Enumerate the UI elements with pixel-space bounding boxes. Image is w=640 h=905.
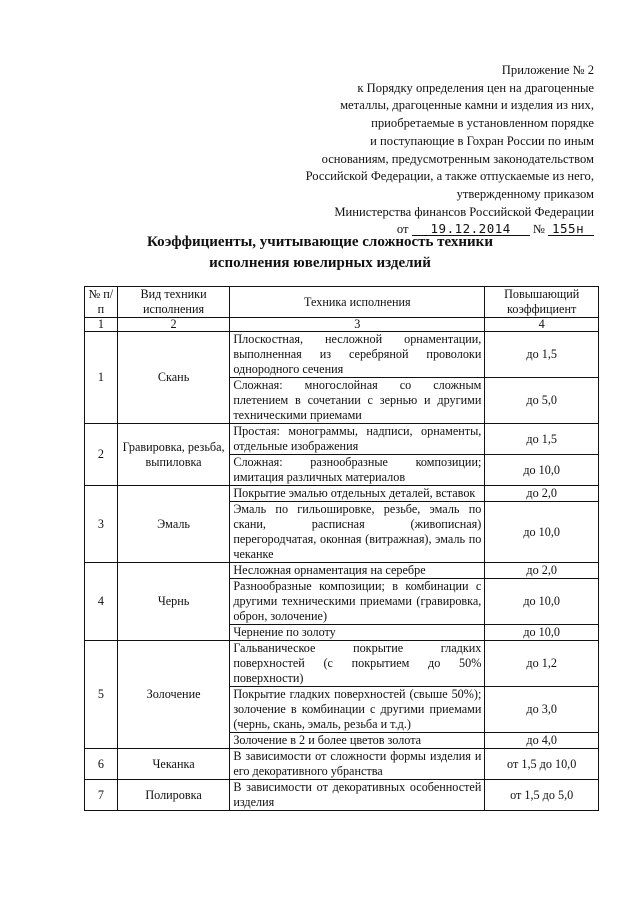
technique-kind: Эмаль bbox=[117, 486, 229, 563]
appendix-line: Министерства финансов Российской Федерации bbox=[334, 204, 594, 219]
column-index: 2 bbox=[117, 318, 229, 332]
technique-description: Покрытие гладких поверхностей (свыше 50%); золочение в комбинации с другими приемами (чернь, скань, эмаль, резьба и т.д.) bbox=[230, 687, 485, 733]
technique-description: Чернение по золоту bbox=[230, 625, 485, 641]
table-row bbox=[85, 780, 599, 811]
order-date: 19.12.2014 bbox=[412, 222, 530, 236]
coefficient-value: до 1,2 bbox=[485, 641, 599, 687]
header-num: № п/п bbox=[85, 287, 118, 318]
header-tech: Техника исполнения bbox=[230, 287, 485, 318]
row-number: 2 bbox=[85, 424, 118, 486]
column-index-row bbox=[85, 318, 599, 332]
date-prefix: от bbox=[396, 222, 409, 237]
coefficient-value: до 2,0 bbox=[485, 563, 599, 579]
appendix-line: к Порядку определения цен на драгоценные bbox=[357, 80, 594, 95]
technique-description: Несложная орнаментация на серебре bbox=[230, 563, 485, 579]
appendix-line: металлы, драгоценные камни и изделия из них, bbox=[340, 98, 594, 113]
row-number: 6 bbox=[85, 749, 118, 780]
technique-description: Эмаль по гильошировке, резьбе, эмаль по скани, расписная (живописная) перегородчатая, оконная (витражная), эмаль по чеканке bbox=[230, 502, 485, 563]
table-row bbox=[85, 486, 599, 502]
table-row bbox=[85, 424, 599, 455]
column-index: 3 bbox=[230, 318, 485, 332]
column-index: 1 bbox=[85, 318, 118, 332]
technique-description: Гальваническое покрытие гладких поверхностей (с покрытием до 50% поверхности) bbox=[230, 641, 485, 687]
coefficient-value: до 10,0 bbox=[485, 502, 599, 563]
appendix-line: и поступающие в Гохран России по иным bbox=[370, 133, 594, 148]
table-row bbox=[85, 749, 599, 780]
technique-description: В зависимости от декоративных особенностей изделия bbox=[230, 780, 485, 811]
technique-kind: Скань bbox=[117, 332, 229, 424]
number-prefix: № bbox=[532, 222, 545, 237]
coefficient-value: от 1,5 до 10,0 bbox=[485, 749, 599, 780]
header-coef: Повышающий коэффициент bbox=[485, 287, 599, 318]
table-header bbox=[85, 287, 599, 332]
technique-description: Покрытие эмалью отдельных деталей, вставок bbox=[230, 486, 485, 502]
document-title bbox=[0, 232, 640, 274]
coefficient-table bbox=[84, 286, 599, 811]
technique-description: Простая: монограммы, надписи, орнаменты, отдельные изображения bbox=[230, 424, 485, 455]
technique-description: Плоскостная, несложной орнаментации, выполненная из серебряной проволоки однородного сечения bbox=[230, 332, 485, 378]
technique-kind: Золочение bbox=[117, 641, 229, 749]
appendix-line: утвержденному приказом bbox=[456, 186, 594, 201]
coefficient-value: до 10,0 bbox=[485, 625, 599, 641]
technique-description: Сложная: многослойная со сложным плетением в сочетании с зернью и другими техническими приемами bbox=[230, 378, 485, 424]
table-row bbox=[85, 641, 599, 687]
coefficient-value: до 2,0 bbox=[485, 486, 599, 502]
row-number: 5 bbox=[85, 641, 118, 749]
technique-description: В зависимости от сложности формы изделия и его декоративного убранства bbox=[230, 749, 485, 780]
coefficient-value: до 10,0 bbox=[485, 579, 599, 625]
coefficient-value: до 3,0 bbox=[485, 687, 599, 733]
technique-description: Золочение в 2 и более цветов золота bbox=[230, 733, 485, 749]
technique-kind: Чеканка bbox=[117, 749, 229, 780]
order-number: 155н bbox=[548, 222, 594, 236]
technique-description: Разнообразные композиции; в комбинации с другими техническими приемами (гравировка, оброн, золочение) bbox=[230, 579, 485, 625]
table-row bbox=[85, 332, 599, 378]
table-body bbox=[85, 332, 599, 811]
appendix-line: Российской Федерации, а также отпускаемые из него, bbox=[305, 169, 594, 184]
technique-description: Сложная: разнообразные композиции; имитация различных материалов bbox=[230, 455, 485, 486]
coefficient-value: до 1,5 bbox=[485, 332, 599, 378]
coefficient-value: до 1,5 bbox=[485, 424, 599, 455]
appendix-block bbox=[264, 62, 594, 239]
coefficient-value: от 1,5 до 5,0 bbox=[485, 780, 599, 811]
row-number: 3 bbox=[85, 486, 118, 563]
header-row bbox=[85, 287, 599, 318]
appendix-line: приобретаемые в установленном порядке bbox=[371, 116, 594, 131]
column-index: 4 bbox=[485, 318, 599, 332]
table-row bbox=[85, 563, 599, 579]
appendix-line: Приложение № 2 bbox=[501, 63, 594, 77]
appendix-line: основаниям, предусмотренным законодательством bbox=[321, 151, 594, 166]
coefficient-value: до 10,0 bbox=[485, 455, 599, 486]
title-line-2: исполнения ювелирных изделий bbox=[209, 255, 431, 271]
title-line-1: Коэффициенты, учитывающие сложность техники bbox=[147, 234, 493, 250]
row-number: 1 bbox=[85, 332, 118, 424]
coefficient-value: до 4,0 bbox=[485, 733, 599, 749]
row-number: 7 bbox=[85, 780, 118, 811]
row-number: 4 bbox=[85, 563, 118, 641]
header-kind: Вид техники исполнения bbox=[117, 287, 229, 318]
technique-kind: Полировка bbox=[117, 780, 229, 811]
coefficient-value: до 5,0 bbox=[485, 378, 599, 424]
technique-kind: Чернь bbox=[117, 563, 229, 641]
technique-kind: Гравировка, резьба, выпиловка bbox=[117, 424, 229, 486]
